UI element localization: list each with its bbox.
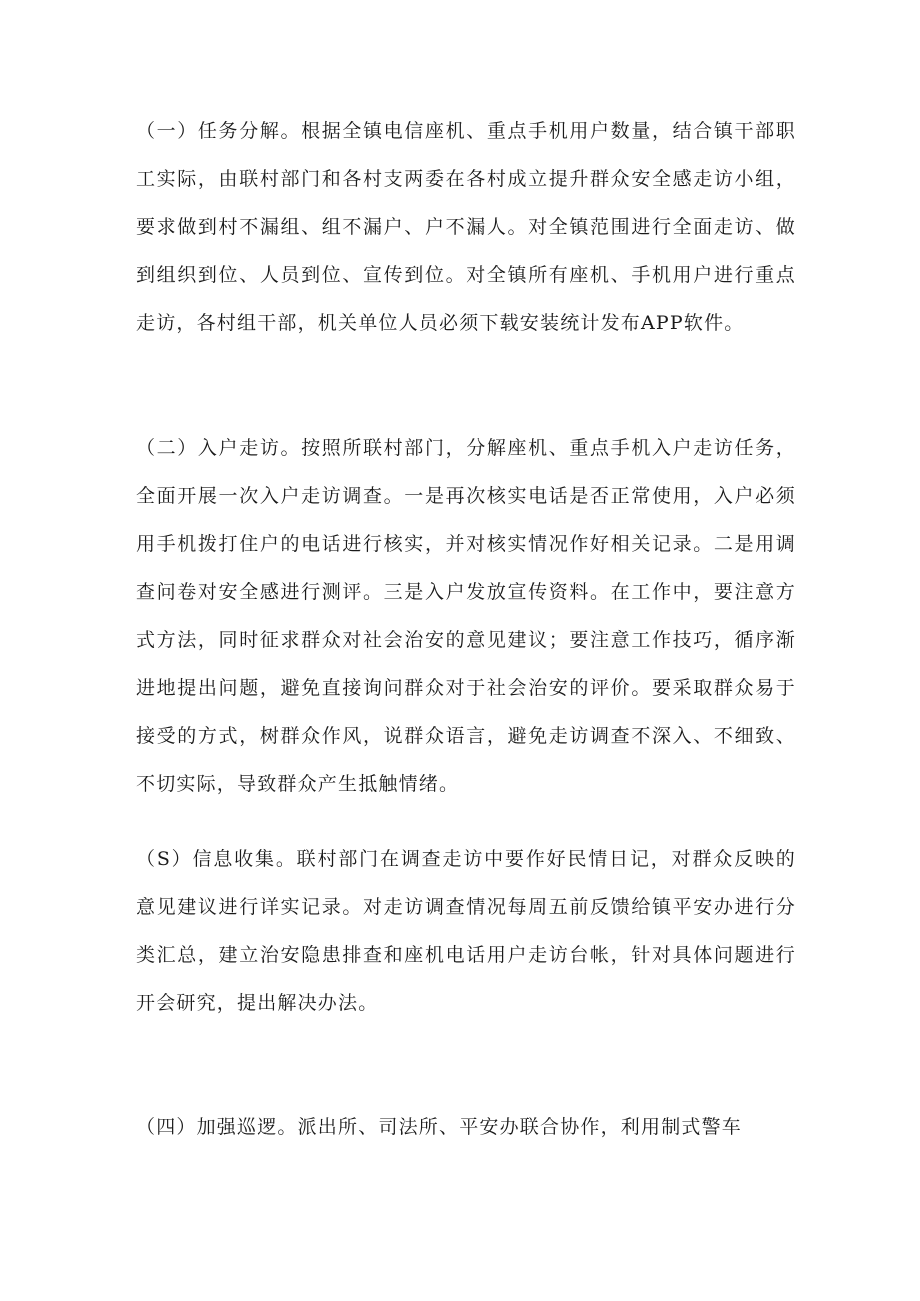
paragraph-strengthen-patrols: （四）加强巡逻。派出所、司法所、平安办联合协作，利用制式警车 [136, 1116, 743, 1138]
paragraph-household-visits: （二）入户走访。按照所联村部门，分解座机、重点手机入户走访任务，全面开展一次入户走访调查。一是再次核实电话是否正常使用，入户必须用手机拨打住户的电话进行核实，并对核实情况作好相关记录。二是用调查问卷对安全感进行测评。三是入户发放宣传资料。在工作中，要注意方式方法，同时征求群众对社会治安的意见建议；要注意工作技巧，循序渐进地提出问题，避免直接询问群众对于社会治安的评价。要采取群众易于接受的方式，树群众作风，说群众语言，避免走访调查不深入、不细致、不切实际，导致群众产生抵触情绪。 [136, 437, 796, 795]
paragraph-task-breakdown: （一）任务分解。根据全镇电信座机、重点手机用户数量，结合镇干部职工实际，由联村部门和各村支两委在各村成立提升群众安全感走访小组，要求做到村不漏组、组不漏户、户不漏人。对全镇范围进行全面走访、做到组织到位、人员到位、宣传到位。对全镇所有座机、手机用户进行重点走访，各村组干部，机关单位人员必须下载安装统计发布APP软件。 [136, 120, 796, 334]
paragraph-information-collection: （S）信息收集。联村部门在调查走访中要作好民情日记，对群众反映的意见建议进行详实记录。对走访调查情况每周五前反馈给镇平安办进行分类汇总，建立治安隐患排查和座机电话用户走访台帐，针对具体问题进行开会研究，提出解决办法。 [136, 848, 796, 1014]
